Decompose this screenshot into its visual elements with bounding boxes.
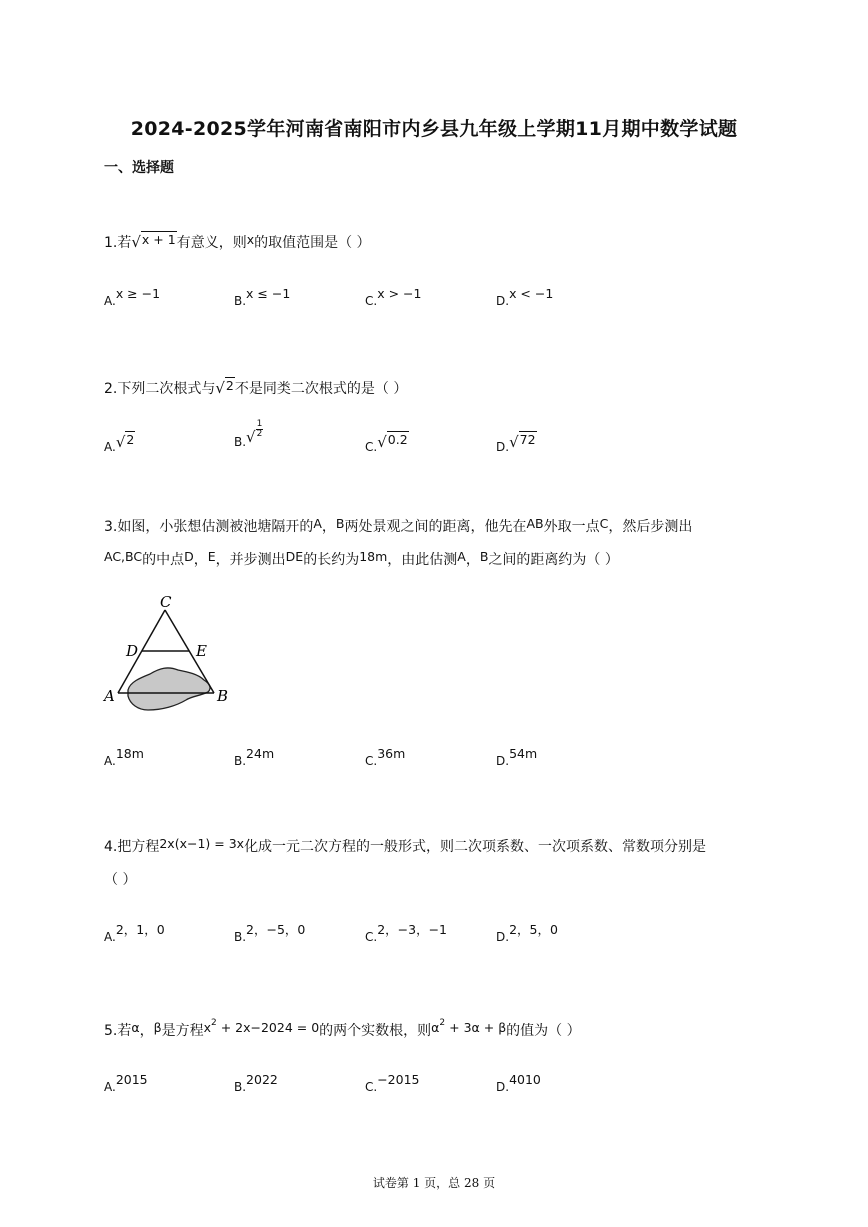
question-3-line-1: 3.如图，小张想估测被池塘隔开的A，B两处景观之间的距离，他先在AB外取一点C，然后步测出 (104, 516, 693, 535)
page-title: 2024-2025学年河南省南阳市内乡县九年级上学期11月期中数学试题 (130, 118, 738, 140)
label-b: B (217, 687, 229, 705)
q5-option-d[interactable]: D.4010 (496, 1072, 541, 1094)
q1-option-b[interactable]: B.x ≤ −1 (234, 286, 291, 308)
q2-radical: √2 (215, 378, 234, 397)
pond-shape (128, 668, 210, 710)
q1-option-c[interactable]: C.x > −1 (365, 286, 422, 308)
question-4-line-1: 4.把方程2x(x−1) = 3x化成一元二次方程的一般形式，则二次项系数、一次项系数、常数项分别是 (104, 836, 707, 855)
q2-option-b[interactable]: B.√ $\frac{1}{2}$ (234, 419, 263, 449)
label-e: E (196, 642, 207, 660)
q2-option-c[interactable]: C.√0.2 (365, 432, 408, 454)
q2-option-a[interactable]: A.√2 (104, 432, 135, 454)
triangle-pond-figure (100, 592, 240, 714)
q2-option-d[interactable]: D.√72 (496, 432, 536, 454)
question-3-line-2: AC,BC的中点D，E，并步测出DE的长约为18m，由此估测A，B之间的距离约为（ ） (104, 549, 619, 568)
q4-option-c[interactable]: C.2，−3，−1 (365, 922, 448, 944)
q4-option-b[interactable]: B.2，−5，0 (234, 922, 306, 944)
question-1-stem: 1.若√x + 1有意义，则x的取值范围是（ ） (104, 232, 371, 251)
q1-option-d[interactable]: D.x < −1 (496, 286, 554, 308)
label-d: D (126, 642, 139, 660)
question-4-line-2: （ ） (104, 872, 137, 888)
question-5-stem: 5.若α，β是方程$x^2 + 2x-2024 = 0$的两个实数根，则$\alpha^2 + 3\alpha + \beta$的值为（ ） (104, 1018, 581, 1039)
q3-option-d[interactable]: D.54m (496, 746, 538, 768)
q4-option-d[interactable]: D.2，5，0 (496, 922, 558, 944)
q3-option-b[interactable]: B.24m (234, 746, 275, 768)
q2-fraction: $\frac{1}{2}$ (256, 419, 263, 439)
q1-option-a[interactable]: A.x ≥ −1 (104, 286, 161, 308)
q1-radical: √x + 1 (131, 232, 176, 251)
q5-option-c[interactable]: C.−2015 (365, 1072, 420, 1094)
q5-option-a[interactable]: A.2015 (104, 1072, 148, 1094)
question-2-stem: 2.下列二次根式与√2不是同类二次根式的是（ ） (104, 378, 408, 397)
page-footer: 试卷第 1 页，总 28 页 (372, 1176, 496, 1190)
q3-option-c[interactable]: C.36m (365, 746, 406, 768)
q3-option-a[interactable]: A.18m (104, 746, 144, 768)
q1-text: 1.若 (104, 235, 132, 251)
q4-option-a[interactable]: A.2，1，0 (104, 922, 165, 944)
section-heading: 一、选择题 (104, 160, 174, 176)
label-c: C (160, 593, 172, 611)
label-a: A (104, 687, 115, 705)
q5-option-b[interactable]: B.2022 (234, 1072, 278, 1094)
